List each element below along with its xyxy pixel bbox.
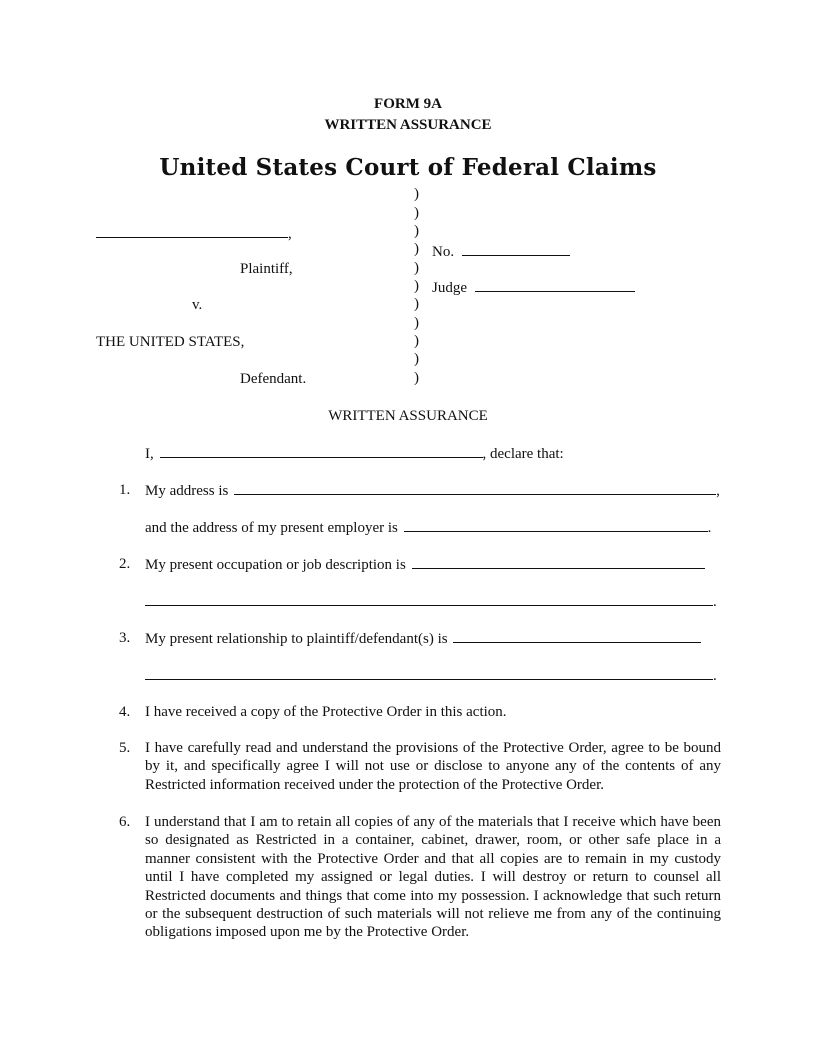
item-number: 6. (119, 814, 131, 830)
judge-label: Judge (432, 280, 467, 296)
caption-paren: ) (414, 278, 419, 294)
case-number-label: No. (432, 244, 455, 260)
caption-paren: ) (414, 223, 419, 239)
versus-label: v. (192, 297, 203, 313)
relationship-continuation-blank[interactable] (145, 667, 713, 680)
employer-address-period: . (707, 520, 712, 536)
caption-paren: ) (414, 205, 419, 221)
caption-paren: ) (414, 296, 419, 312)
relationship-continuation-line[interactable] (145, 667, 717, 685)
employer-address-blank[interactable] (404, 519, 708, 532)
caption-paren: ) (414, 351, 419, 367)
plaintiff-name-blank[interactable] (96, 225, 288, 238)
employer-address-line[interactable] (145, 519, 711, 537)
occupation-continuation-line[interactable] (145, 593, 717, 611)
occupation-blank[interactable] (412, 556, 705, 569)
item-4-text: I have received a copy of the Protective Order in this action. (145, 704, 507, 720)
plaintiff-name-line[interactable] (96, 225, 292, 243)
item-5-text: I have carefully read and understand the provisions of the Protective Order, agree to be bound by it, and specifically agree I will not use or disclose to anyone any of the contents of any Restricted information received under the protection of the Protective Order. (145, 740, 721, 793)
item-number: 5. (119, 740, 131, 756)
declarant-line[interactable] (145, 445, 564, 463)
assurance-title: WRITTEN ASSURANCE (328, 408, 488, 424)
plaintiff-comma: , (288, 226, 292, 242)
declarant-suffix: , declare that: (482, 446, 564, 462)
occupation-continuation-blank[interactable] (145, 593, 713, 606)
occupation-line[interactable] (145, 556, 705, 574)
item-number: 2. (119, 556, 131, 572)
case-number-blank[interactable] (462, 243, 570, 256)
caption-paren: ) (414, 186, 419, 202)
defendant-label: Defendant. (240, 371, 307, 387)
declarant-prefix: I, (145, 446, 154, 462)
caption-paren: ) (414, 241, 419, 257)
declarant-name-blank[interactable] (160, 445, 483, 458)
item-number: 4. (119, 704, 131, 720)
form-number: FORM 9A (374, 96, 442, 112)
occupation-label: My present occupation or job description is (145, 557, 406, 573)
judge-blank[interactable] (475, 279, 635, 292)
relationship-label: My present relationship to plaintiff/defendant(s) is (145, 631, 448, 647)
plaintiff-label: Plaintiff, (240, 261, 293, 277)
occupation-period: . (713, 594, 717, 610)
item-number: 3. (119, 630, 131, 646)
relationship-blank[interactable] (453, 630, 701, 643)
form-title: WRITTEN ASSURANCE (324, 117, 492, 133)
caption-paren: ) (414, 333, 419, 349)
item-number: 1. (119, 482, 131, 498)
relationship-period: . (713, 668, 717, 684)
case-number-field[interactable] (432, 243, 570, 261)
address-comma: , (716, 483, 720, 499)
defendant-name: THE UNITED STATES, (96, 334, 245, 350)
court-name: United States Court of Federal Claims (159, 154, 657, 181)
address-blank[interactable] (234, 482, 716, 495)
judge-field[interactable] (432, 279, 635, 297)
employer-address-label: and the address of my present employer is (145, 520, 398, 536)
address-label: My address is (145, 483, 229, 499)
caption-paren: ) (414, 315, 419, 331)
caption-paren: ) (414, 370, 419, 386)
address-line[interactable] (145, 482, 720, 500)
item-6-text: I understand that I am to retain all copies of any of the materials that I receive which have been so designated as Restricted in a container, cabinet, drawer, room, or other safe place in a manner consistent with the Protective Order and that all copies are to remain in my custody until I have completed my assigned or legal duties. I will destroy or return to counsel all Restricted documents and things that come into my possession. I acknowledge that such return or the subsequent destruction of such materials will not relieve me from any of the continuing obligations imposed upon me by the Protective Order. (145, 814, 721, 941)
caption-paren: ) (414, 260, 419, 276)
relationship-line[interactable] (145, 630, 701, 648)
